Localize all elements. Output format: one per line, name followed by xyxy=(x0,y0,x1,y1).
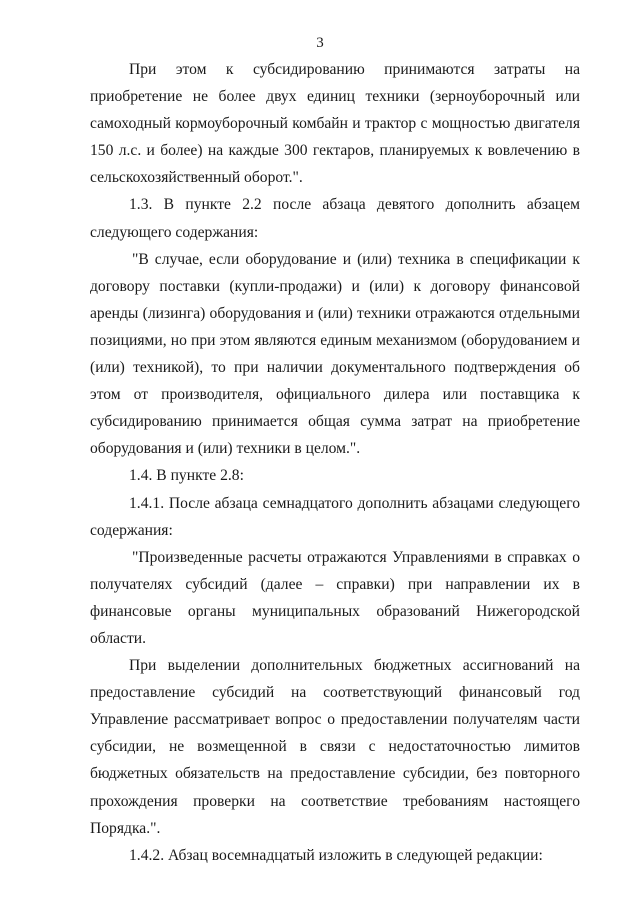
paragraph-calculations: "Произведенные расчеты отражаются Управлениями в справках о получателях субсидий (далее – справки) при направлении их в финансовые органы муниципальных образований Нижегородской области. xyxy=(90,548,580,647)
paragraph-subsidy-limit: При этом к субсидированию принимаются затраты на приобретение не более двух единиц техники (зерноуборочный или самоходный кормоуборочный комбайн и трактор с мощностью двигателя 150 л.с. и более) на каждые 300 гектаров, планируемых к вовлечению в сельскохозяйственный оборот.". xyxy=(90,61,580,187)
paragraph-item-1-4-2: 1.4.2. Абзац восемнадцатый изложить в следующей редакции: xyxy=(129,846,543,864)
paragraph-item-1-4-1: 1.4.1. После абзаца семнадцатого дополнить абзацами следующего содержания: xyxy=(90,494,580,539)
paragraph-item-1-3: 1.3. В пункте 2.2 после абзаца девятого дополнить абзацем следующего содержания: xyxy=(90,196,580,241)
document-body xyxy=(90,56,580,869)
paragraph-equipment-specification: "В случае, если оборудование и (или) техника в спецификации к договору поставки (купли-продажи) и (или) к договору финансовой аренды (лизинга) оборудования и (или) техники отражаются отдельными позициями, но при этом являются единым механизмом (оборудованием и (или) техникой), то при наличии документального подтверждения об этом от производителя, официального дилера или поставщика к субсидированию принимается общая сумма затрат на приобретение оборудования и (или) техники в целом.". xyxy=(90,250,580,458)
paragraph-additional-allocations: При выделении дополнительных бюджетных ассигнований на предоставление субсидий на соответствующий финансовый год Управление рассматривает вопрос о предоставлении получателям части субсидии, не возмещенной в связи с недостаточностью лимитов бюджетных обязательств на предоставление субсидии, без повторного прохождения проверки на соответствие требованиям настоящего Порядка.". xyxy=(90,657,580,837)
page-number: 3 xyxy=(316,35,324,51)
paragraph-item-1-4: 1.4. В пункте 2.8: xyxy=(129,467,244,485)
